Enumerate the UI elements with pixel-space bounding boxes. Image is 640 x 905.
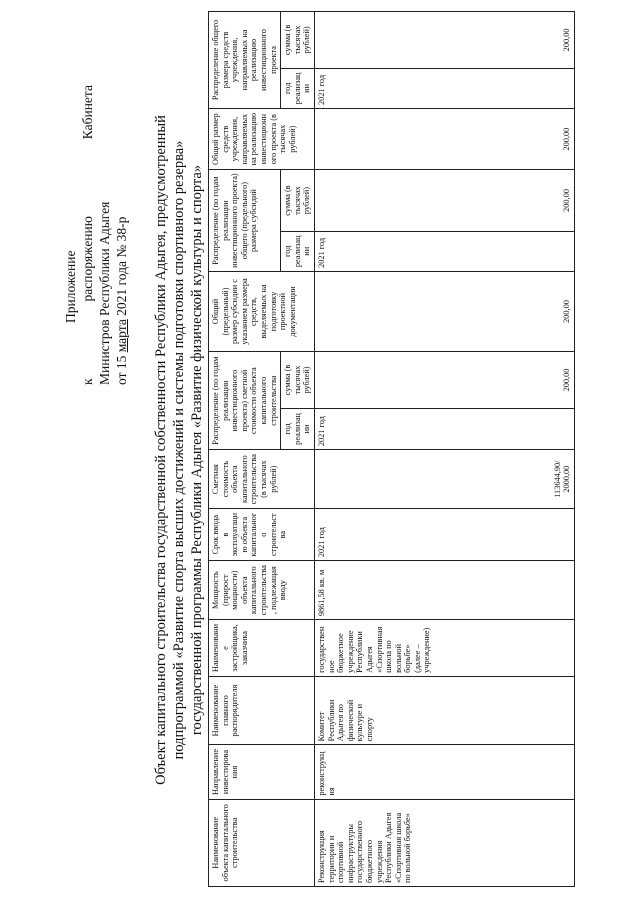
hdr-distr-subsidy: Распределение (по годам реализации инвестиционного проекта) общего (предельного) размера субсидий [209, 170, 281, 272]
cell-capacity: 9861,58 кв. м [314, 561, 574, 620]
annex-line-1: Приложение [63, 250, 78, 323]
annex-month: марта [114, 319, 129, 353]
cell-cost-sum: 200,00 [314, 352, 574, 409]
cell-cost-year: 2021 год [314, 408, 574, 449]
annex-cabinet: Кабинета [80, 85, 95, 140]
heading-line-2: подпрограммой «Развитие спорта высших достижений и системы подготовки спортивного резерва» [171, 140, 187, 760]
hdr-total-docs: Общий (предельный) размер субсидии с указанием размера средств, выделяемых на подготовку проектной документации [209, 271, 315, 351]
annex-block [62, 85, 130, 385]
cell-subsidy-sum: 200,00 [314, 170, 574, 231]
hdr-year-funds: год реализации [281, 68, 315, 108]
hdr-developer: Наименование застройщика, заказчика [209, 620, 315, 677]
annex-line-2 [79, 85, 96, 385]
hdr-main-manager: Наименование главного распорядителя [209, 676, 315, 744]
hdr-distr-cost: Распределение (по годам реализации инвестиционного проекта) сметной стоимости объекта капитального строительства [209, 352, 281, 450]
annex-day: от 15 [114, 355, 129, 385]
hdr-total-funds: Общий размер средств учреждения, направляемых на реализацию инвестиционного проекта (в тысячах рублей) [209, 108, 315, 169]
hdr-year-cost: год реализации [281, 408, 315, 449]
annex-year-number: 2021 года № 38-р [114, 216, 129, 316]
annex-line-4 [113, 85, 130, 385]
hdr-name: Наименование объекта капитального строительства [209, 799, 315, 886]
annex-line-3: Министров Республики Адыгея [97, 201, 112, 385]
hdr-estimate-cost: Сметная стоимость объекта капитального строительства (в тысячах рублей) [209, 450, 315, 509]
hdr-year-subsidy: год реализации [281, 231, 315, 271]
heading-line-1: Объект капитального строительства государственной собственности Республики Адыгея, предусмотренный [153, 115, 169, 785]
annex-k: к [80, 378, 95, 385]
cell-main-manager: Комитет Республики Адыгея по физической культуре и спорту [314, 676, 574, 744]
cell-direction: реконструкция [314, 745, 574, 799]
hdr-capacity: Мощность (прирост мощности) объекта капитального строительства, подлежащая вводу [209, 561, 315, 620]
table-row [314, 12, 574, 887]
capital-object-table [208, 11, 575, 887]
cell-estimate-cost: 113644,90/ 2000,00 [314, 450, 574, 509]
cell-total-funds: 200,00 [314, 108, 574, 169]
hdr-term: Срок ввода в эксплуатацию объекта капитального строительства [209, 509, 315, 561]
cell-funds-year: 2021 год [314, 68, 574, 108]
cell-name: Реконструкция территории и спортивной инфраструктуры государственного бюджетного учреждения Республики Адыгея «Спортивная школа по вольной борьбе» [314, 799, 574, 886]
document-heading [152, 15, 206, 885]
cell-subsidy-year: 2021 год [314, 231, 574, 271]
hdr-sum-funds: сумма (в тысячах рублей) [281, 12, 315, 69]
header-row-1 [209, 12, 281, 887]
annex-order: распоряжению [80, 216, 95, 302]
heading-line-3: государственной программы Республики Адыгея «Развитие физической культуры и спорта» [189, 164, 205, 736]
hdr-direction: Направление инвестирования [209, 745, 315, 799]
cell-funds-sum: 200,00 [314, 12, 574, 69]
hdr-sum-cost: сумма (в тысячах рублей) [281, 352, 315, 409]
hdr-sum-subsidy: сумма (в тысячах рублей) [281, 170, 315, 231]
hdr-distr-funds: Распределение общего размера средств учреждения, направляемых на реализацию инвестиционного проекта [209, 12, 281, 109]
cell-total-docs: 200,00 [314, 271, 574, 351]
cell-term: 2021 год [314, 509, 574, 561]
cell-developer: государственное бюджетное учреждение Республики Адыгея «Спортивная школа по вольной борьбе» (далее – учреждение) [314, 620, 574, 677]
